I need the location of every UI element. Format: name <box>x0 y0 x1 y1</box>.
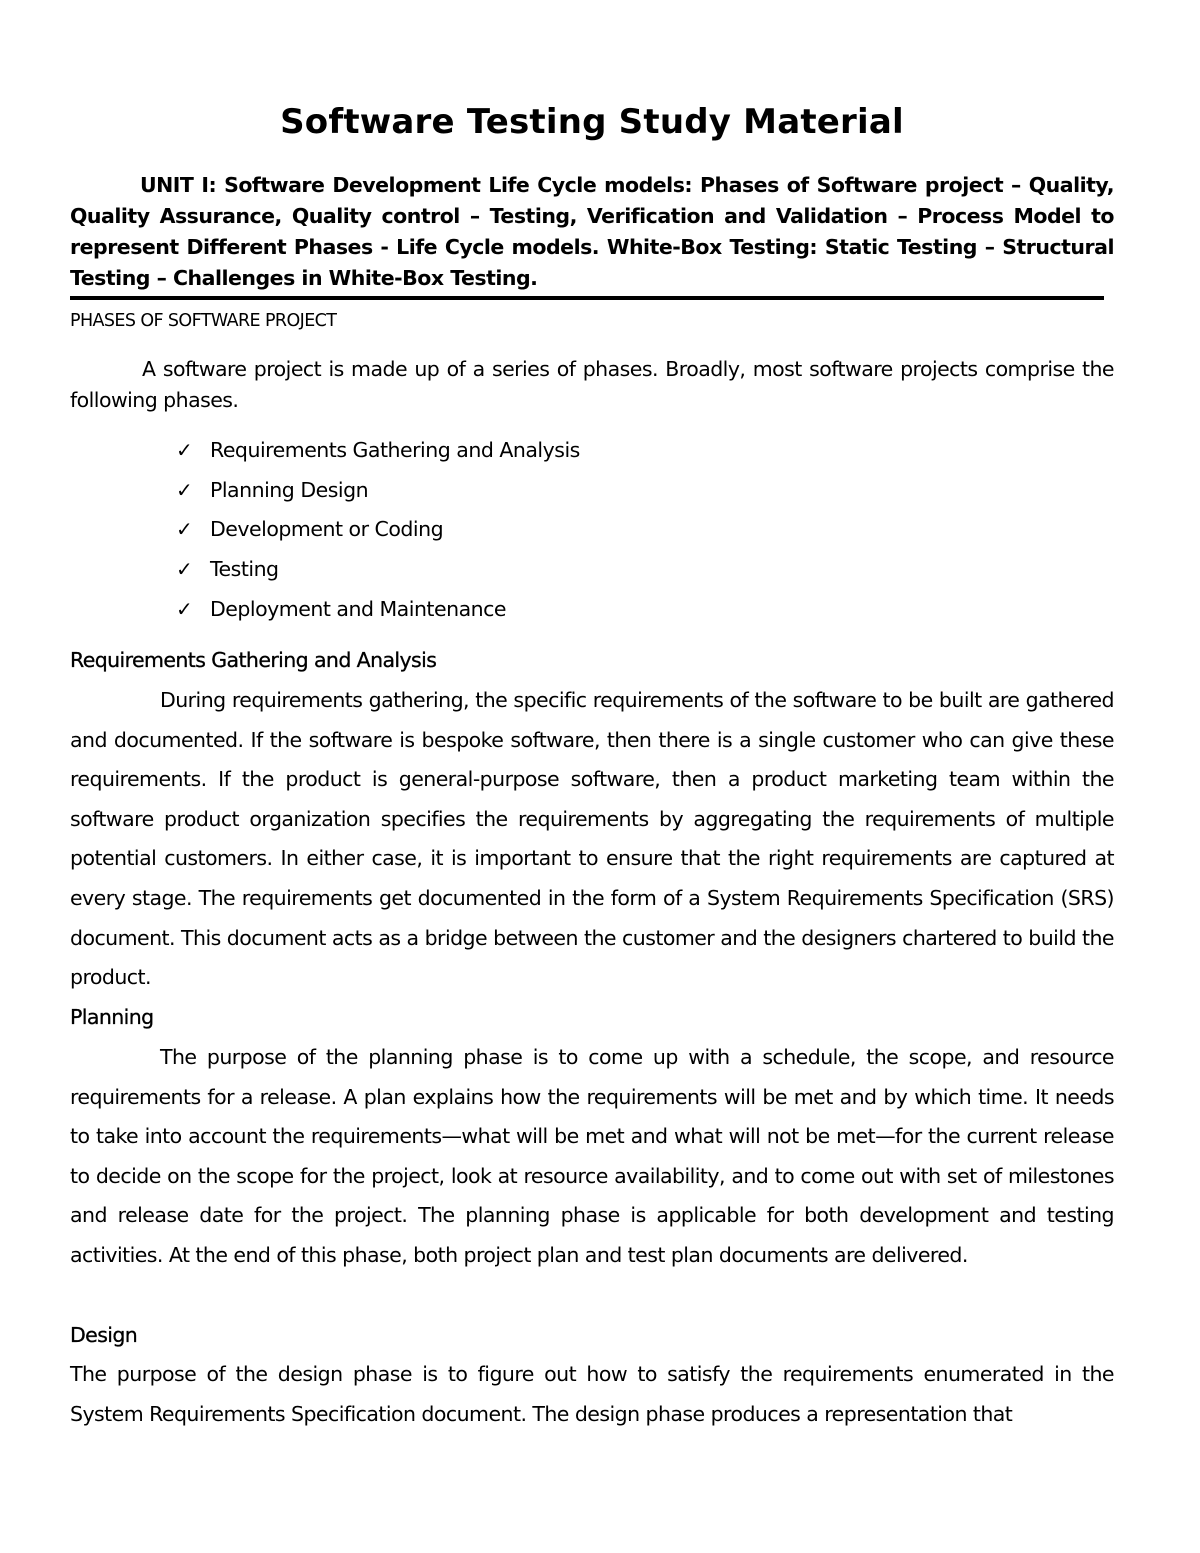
list-item <box>176 433 580 473</box>
checkmark-icon: ✓ <box>176 596 193 621</box>
unit-summary: UNIT I: Software Development Life Cycle models: Phases of Software project – Quality, Quality Assurance, Quality control – Testing, Verification and Validation – Process Model to represent Different Phases - Life Cycle models. White-Box Testing: Static Testing – Structural Testing – Challenges in White-Box Testing. <box>70 173 1114 290</box>
phase-list <box>176 433 580 631</box>
document-title: Software Testing Study Material <box>280 102 904 142</box>
checkmark-icon: ✓ <box>176 438 193 462</box>
phase-label: Development or Coding <box>210 517 444 542</box>
design-heading: Design <box>70 1323 138 1347</box>
planning-paragraph: The purpose of the planning phase is to come up with a schedule, the scope, and resource requirements for a release. A plan explains how the requirements will be met and by which time. It needs to take into account the requirements—what will be met and what will not be met—for the current release to decide on the scope for the project, look at resource availability, and to come out with set of milestones and release date for the project. The planning phase is applicable for both development and testing activities. At the end of this phase, both project plan and test plan documents are delivered. <box>70 1045 1114 1267</box>
checkmark-icon: ✓ <box>176 557 193 582</box>
requirements-heading: Requirements Gathering and Analysis <box>70 648 437 672</box>
checkmark-icon: ✓ <box>176 517 193 542</box>
phase-label: Testing <box>210 557 279 582</box>
intro-paragraph: A software project is made up of a series of phases. Broadly, most software projects comprise the following phases. <box>70 357 1114 412</box>
planning-heading: Planning <box>70 1005 154 1029</box>
horizontal-rule <box>70 296 1104 300</box>
phase-label: Deployment and Maintenance <box>210 596 507 621</box>
list-item <box>176 552 580 592</box>
list-item <box>176 592 580 632</box>
requirements-paragraph: During requirements gathering, the specific requirements of the software to be built are gathered and documented. If the software is bespoke software, then there is a single customer who can give these requirements. If the product is general-purpose software, then a product marketing team within the software product organization specifies the requirements by aggregating the requirements of multiple potential customers. In either case, it is important to ensure that the right requirements are captured at every stage. The requirements get documented in the form of a System Requirements Specification (SRS) document. This document acts as a bridge between the customer and the designers chartered to build the product. <box>70 688 1114 990</box>
phase-label: Requirements Gathering and Analysis <box>210 438 580 462</box>
design-paragraph: The purpose of the design phase is to figure out how to satisfy the requirements enumerated in the System Requirements Specification document. The design phase produces a representation that <box>70 1362 1114 1426</box>
list-item <box>176 512 580 552</box>
phase-label: Planning Design <box>210 477 369 502</box>
section-heading: PHASES OF SOFTWARE PROJECT <box>70 311 337 331</box>
list-item <box>176 473 580 513</box>
checkmark-icon: ✓ <box>176 477 193 502</box>
